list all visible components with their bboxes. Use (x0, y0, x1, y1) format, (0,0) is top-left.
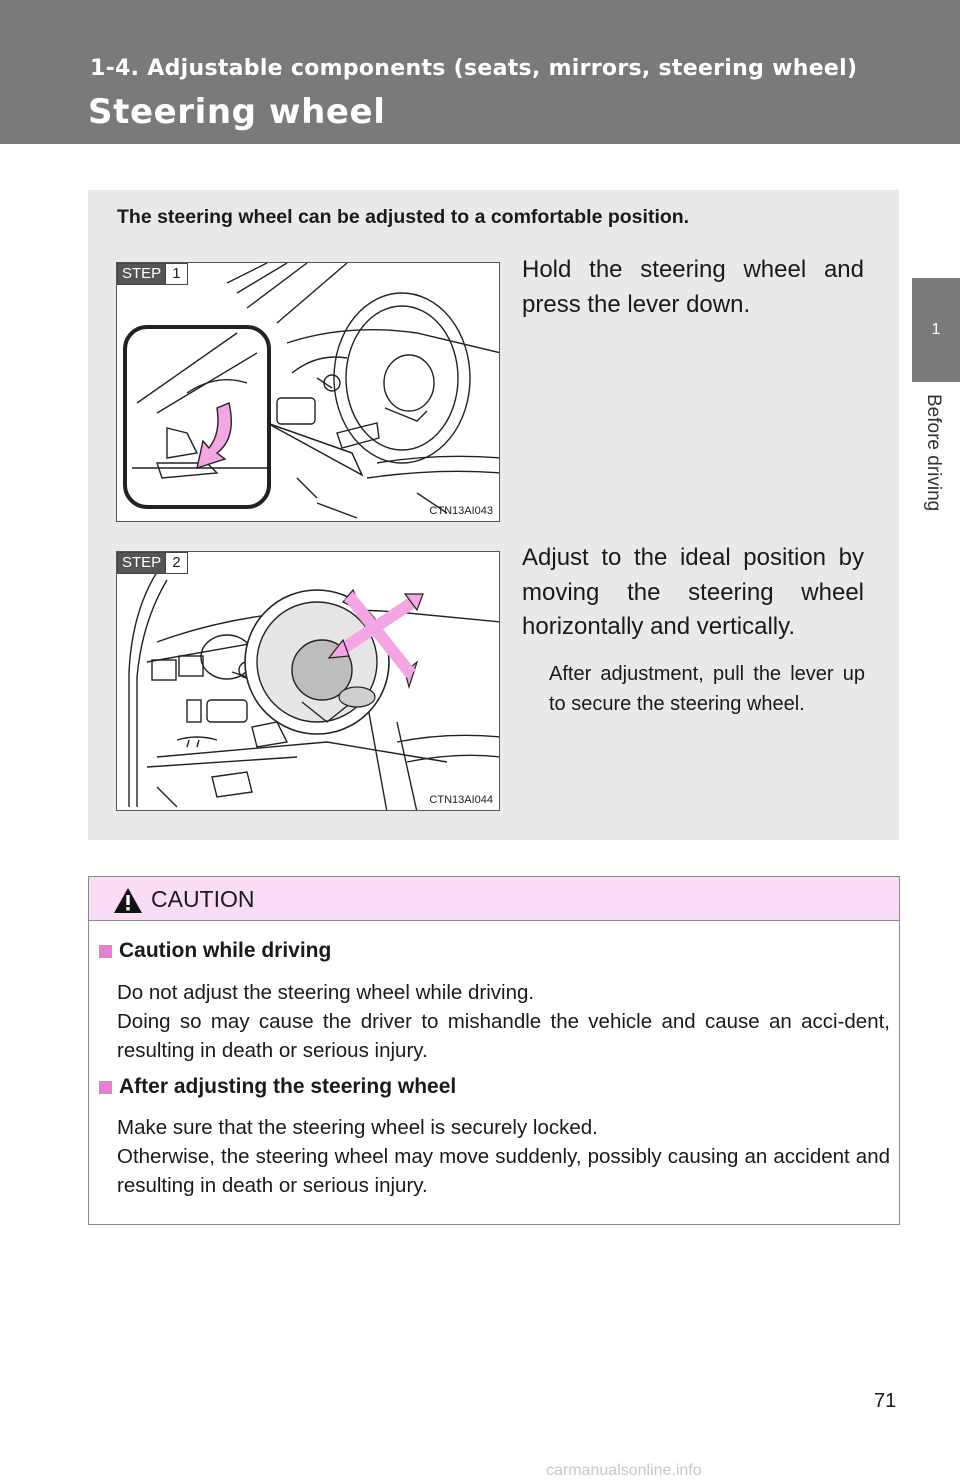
step1-badge: STEP 1 (117, 263, 188, 285)
chapter-label: Before driving (923, 394, 944, 512)
watermark: carmanualsonline.info (546, 1462, 702, 1479)
bullet-square-icon (99, 945, 112, 958)
step2-note: After adjustment, pull the lever up to secure the steering wheel. (549, 663, 865, 715)
step2-badge: STEP 2 (117, 552, 188, 574)
caution-text: Doing so may cause the driver to mishandle the vehicle and cause an acci-dent, resulting in death or serious injury. (117, 1010, 890, 1063)
caution-box (88, 876, 900, 1225)
warning-triangle-icon (113, 887, 143, 914)
caution-header (89, 877, 899, 921)
caution-text: Make sure that the steering wheel is securely locked. (117, 1116, 598, 1139)
caution-text: Do not adjust the steering wheel while driving. (117, 981, 535, 1004)
step2-figure-code: CTN13AI044 (429, 794, 493, 806)
page-header (0, 0, 960, 144)
step2-instruction: Adjust to the ideal position by moving the steering wheel horizontally and vertically. (522, 544, 864, 640)
intro-text: The steering wheel can be adjusted to a comfortable position. (117, 206, 690, 228)
section-title: 1-4. Adjustable components (seats, mirrors, steering wheel) (90, 56, 858, 81)
caution-heading-after-adjusting: After adjusting the steering wheel (99, 1075, 456, 1099)
page-title: Steering wheel (88, 92, 386, 132)
step2-illustration (117, 552, 500, 811)
step1-figure (116, 262, 500, 522)
step1-instruction: Hold the steering wheel and press the lever down. (522, 256, 864, 318)
page-number: 71 (874, 1390, 897, 1412)
step1-illustration (117, 263, 500, 522)
bullet-square-icon (99, 1081, 112, 1094)
caution-title: CAUTION (151, 886, 255, 912)
step1-figure-code: CTN13AI043 (429, 505, 493, 517)
chapter-tab (912, 278, 960, 382)
chapter-number: 1 (931, 321, 941, 338)
caution-heading-driving: Caution while driving (99, 939, 331, 963)
step2-figure (116, 551, 500, 811)
caution-text: Otherwise, the steering wheel may move suddenly, possibly causing an accident and resulting in death or serious injury. (117, 1145, 890, 1198)
